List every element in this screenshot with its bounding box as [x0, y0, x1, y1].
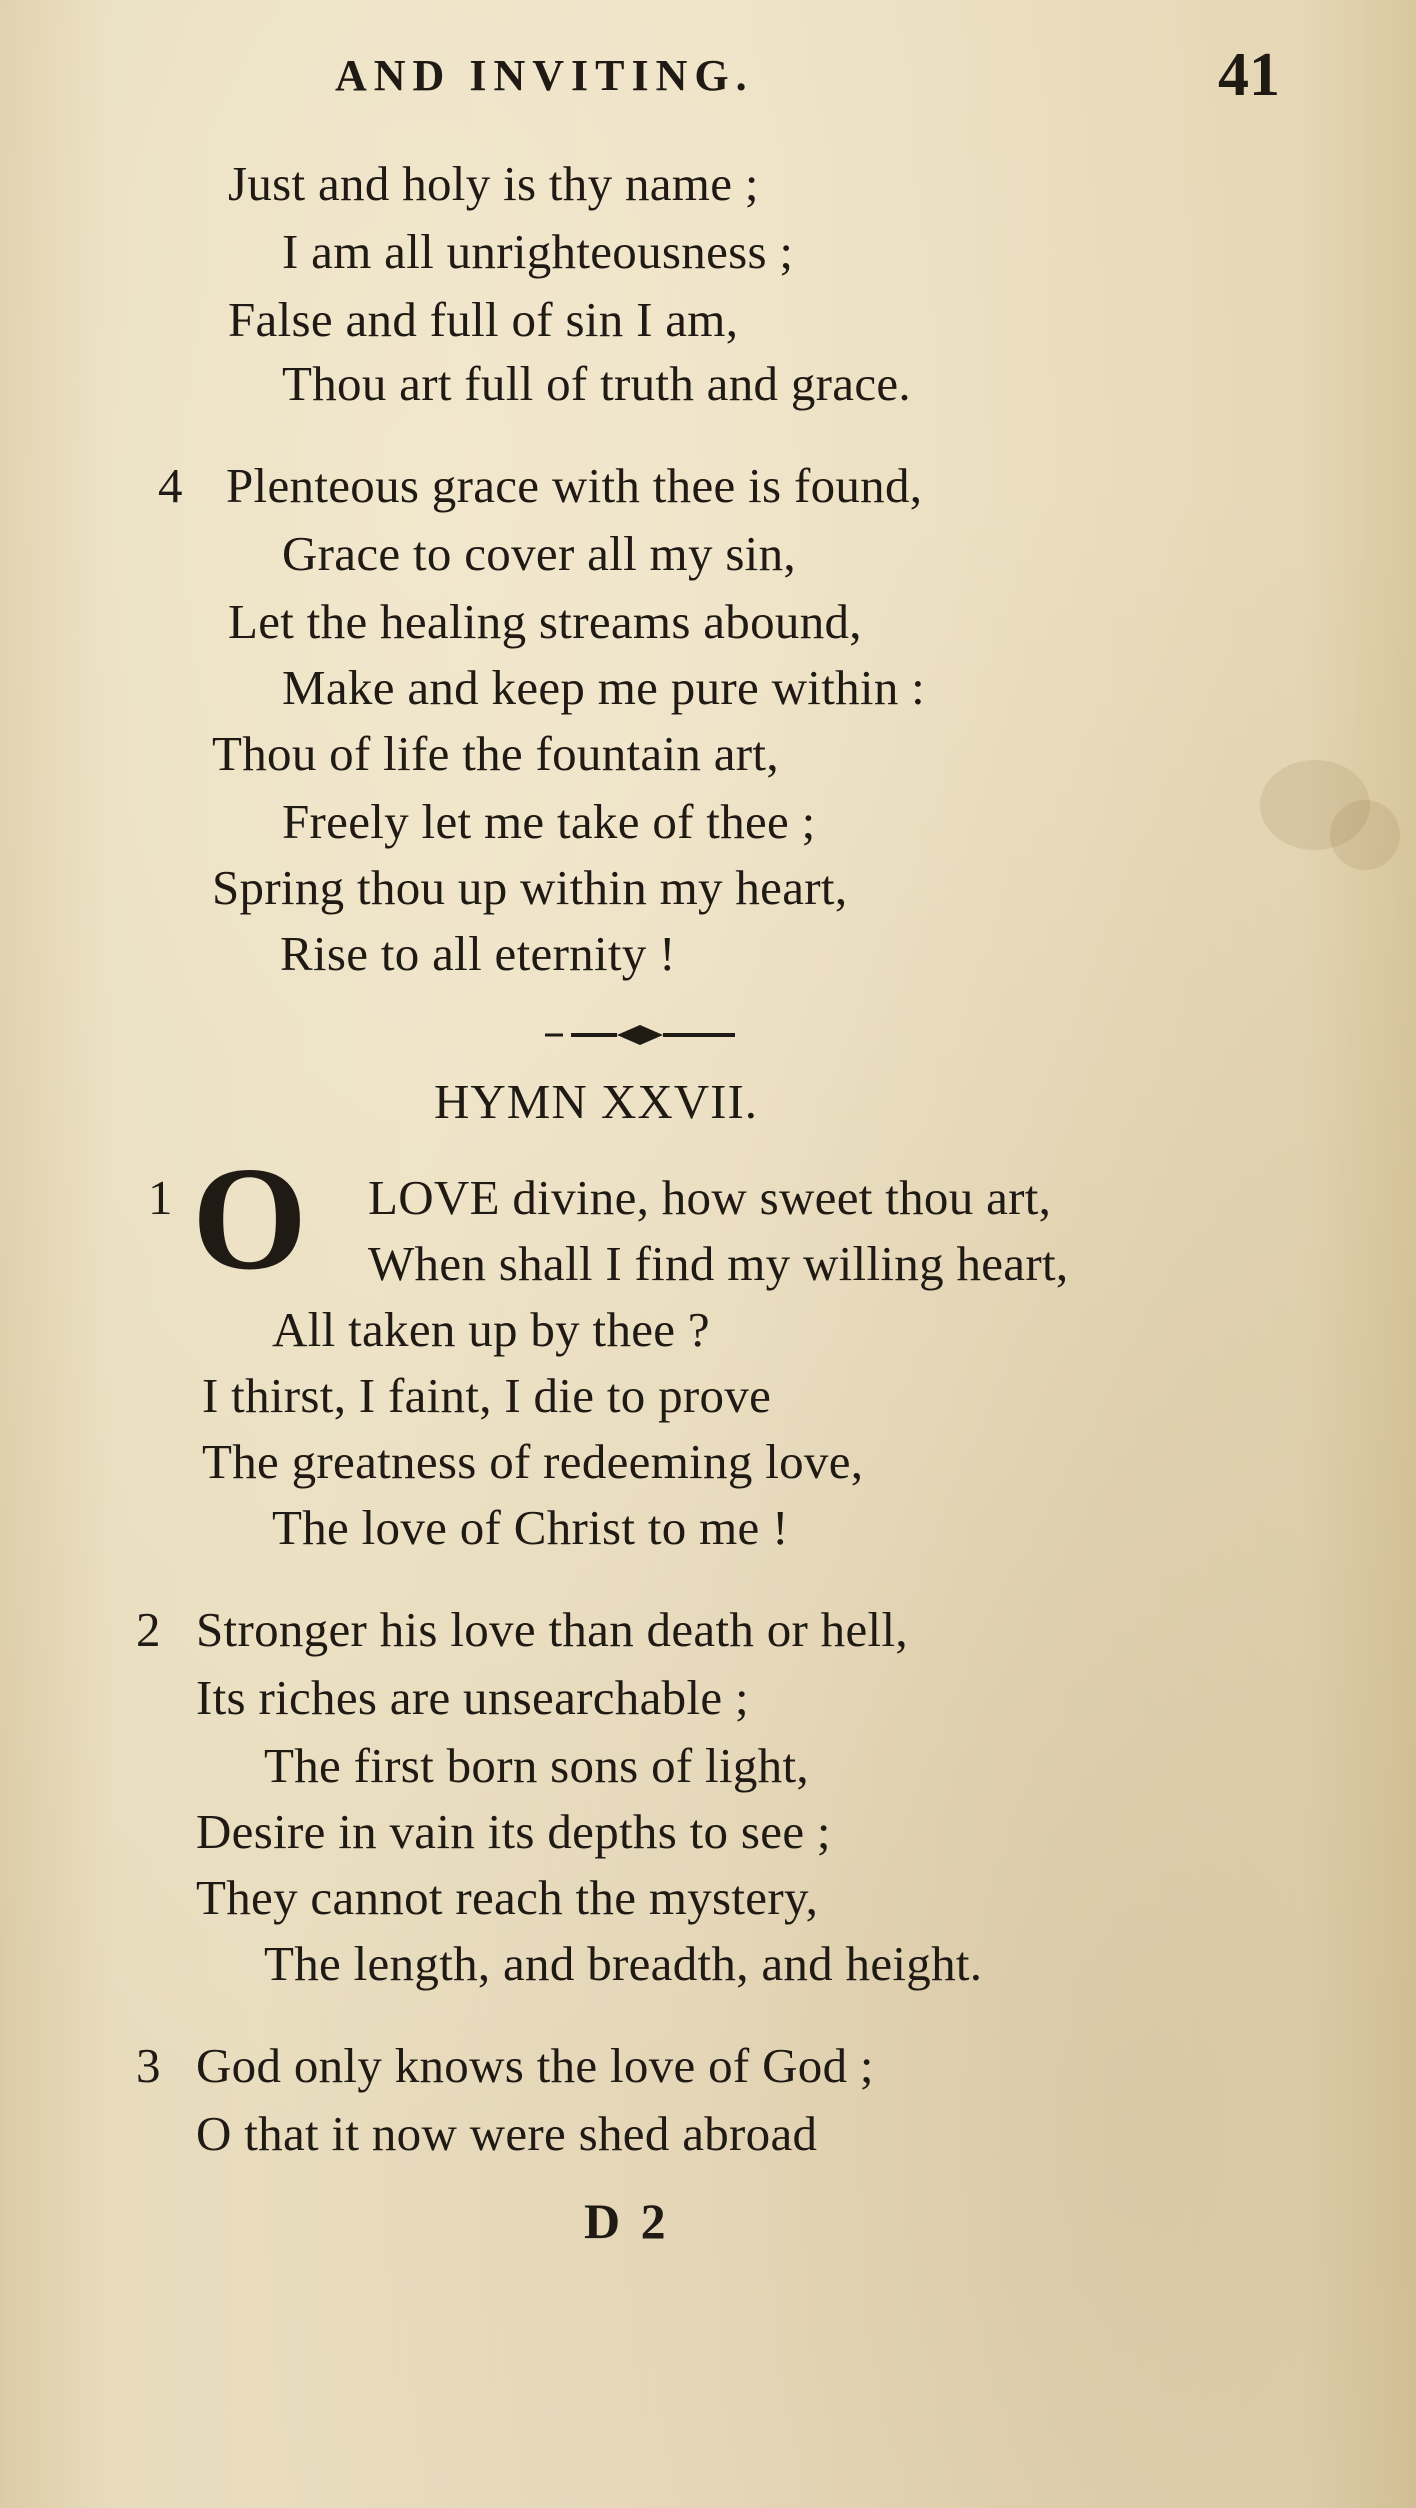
verse-line: Freely let me take of thee ;	[282, 794, 816, 849]
verse-line: Desire in vain its depths to see ;	[196, 1804, 831, 1859]
verse-line: All taken up by thee ?	[272, 1302, 710, 1357]
ornament-rule-icon	[545, 1020, 735, 1050]
verse-line: The love of Christ to me !	[272, 1500, 789, 1555]
verse-line: They cannot reach the mystery,	[196, 1870, 819, 1925]
verse-line: Make and keep me pure within :	[282, 660, 926, 715]
verse-number: 1	[148, 1170, 173, 1225]
verse-line: Spring thou up within my heart,	[212, 860, 848, 915]
verse-line: Plenteous grace with thee is found,	[226, 458, 923, 513]
verse-line: Rise to all eternity !	[280, 926, 676, 981]
verse-line: Let the healing streams abound,	[228, 594, 862, 649]
verse-line: O that it now were shed abroad	[196, 2106, 818, 2161]
verse-line: The greatness of redeeming love,	[202, 1434, 864, 1489]
drop-cap: O	[192, 1137, 308, 1301]
verse-line: Thou art full of truth and grace.	[282, 356, 911, 411]
verse-line: Stronger his love than death or hell,	[196, 1602, 908, 1657]
verse-line: The length, and breadth, and height.	[264, 1936, 983, 1991]
verse-line: I thirst, I faint, I die to prove	[202, 1368, 772, 1423]
verse-number: 3	[136, 2038, 161, 2093]
verse-number: 4	[158, 458, 183, 513]
verse-line: When shall I find my willing heart,	[368, 1236, 1069, 1291]
verse-line: Grace to cover all my sin,	[282, 526, 796, 581]
verse-line: LOVE divine, how sweet thou art,	[368, 1170, 1052, 1225]
verse-line: The first born sons of light,	[264, 1738, 809, 1793]
verse-line: God only knows the love of God ;	[196, 2038, 874, 2093]
verse-line: I am all unrighteousness ;	[282, 224, 794, 279]
verse-number: 2	[136, 1602, 161, 1657]
verse-line: Just and holy is thy name ;	[228, 156, 759, 211]
page-number: 41	[1218, 41, 1280, 109]
running-head: AND INVITING.	[335, 51, 754, 100]
hymn-title: HYMN XXVII.	[434, 1074, 759, 1129]
verse-line: Thou of life the fountain art,	[212, 726, 779, 781]
verse-line: False and full of sin I am,	[228, 292, 739, 347]
verse-line: Its riches are unsearchable ;	[196, 1670, 749, 1725]
signature-mark: D 2	[584, 2193, 670, 2249]
paper-stain	[1330, 800, 1400, 870]
